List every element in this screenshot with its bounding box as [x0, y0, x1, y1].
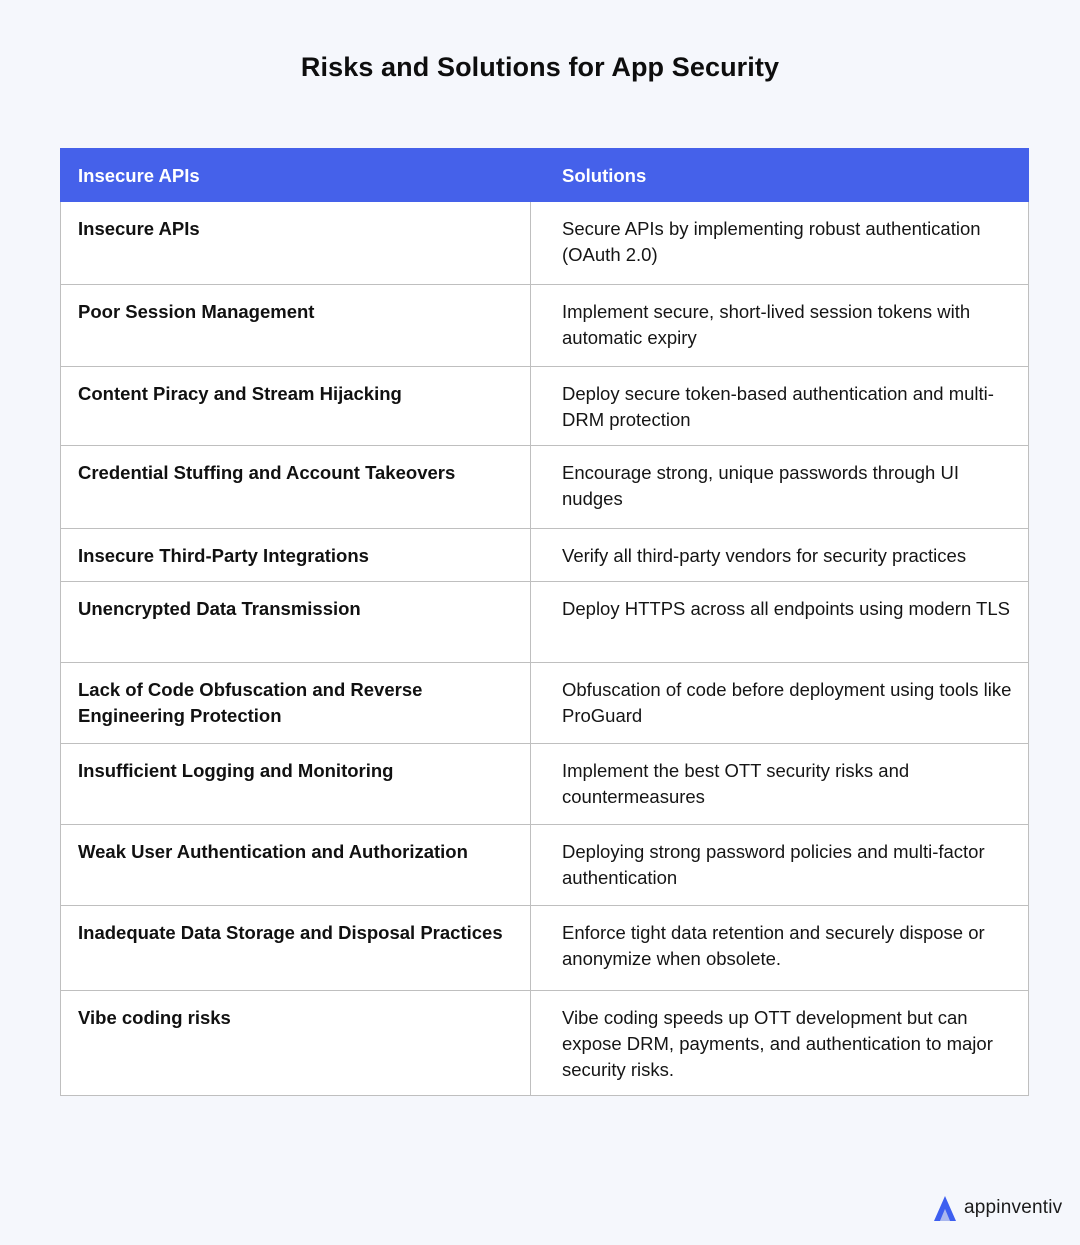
risk-cell: Content Piracy and Stream Hijacking — [61, 367, 531, 446]
risks-solutions-table — [60, 148, 1029, 1096]
risk-cell: Unencrypted Data Transmission — [61, 582, 531, 663]
table-row — [61, 367, 1029, 446]
table-row — [61, 663, 1029, 744]
risk-cell: Insufficient Logging and Monitoring — [61, 744, 531, 825]
table-row — [61, 202, 1029, 285]
solution-cell: Deploy HTTPS across all endpoints using modern TLS — [531, 582, 1029, 663]
solution-cell: Verify all third-party vendors for security practices — [531, 529, 1029, 582]
risk-cell: Weak User Authentication and Authorization — [61, 825, 531, 906]
solution-cell: Secure APIs by implementing robust authentication (OAuth 2.0) — [531, 202, 1029, 285]
page-title: Risks and Solutions for App Security — [300, 52, 780, 82]
risk-cell: Credential Stuffing and Account Takeovers — [61, 446, 531, 529]
table-row — [61, 529, 1029, 582]
risk-cell: Poor Session Management — [61, 285, 531, 367]
solution-cell: Enforce tight data retention and securely dispose or anonymize when obsolete. — [531, 906, 1029, 991]
table-row — [61, 582, 1029, 663]
header-row — [61, 149, 1029, 202]
header-risk: Insecure APIs — [61, 149, 531, 202]
solution-cell: Implement the best OTT security risks and countermeasures — [531, 744, 1029, 825]
table-row — [61, 991, 1029, 1096]
solution-cell: Deploying strong password policies and multi-factor authentication — [531, 825, 1029, 906]
header-solutions: Solutions — [531, 149, 1029, 202]
solution-cell: Obfuscation of code before deployment using tools like ProGuard — [531, 663, 1029, 744]
table-body — [61, 202, 1029, 1096]
table-row — [61, 446, 1029, 529]
risk-cell: Insecure APIs — [61, 202, 531, 285]
solution-cell: Deploy secure token-based authentication and multi-DRM protection — [531, 367, 1029, 446]
solution-cell: Implement secure, short-lived session tokens with automatic expiry — [531, 285, 1029, 367]
solution-cell: Encourage strong, unique passwords through UI nudges — [531, 446, 1029, 529]
risk-cell: Vibe coding risks — [61, 991, 531, 1096]
risk-cell: Insecure Third-Party Integrations — [61, 529, 531, 582]
table-row — [61, 285, 1029, 367]
table-row — [61, 906, 1029, 991]
table-row — [61, 825, 1029, 906]
brand-name: appinventiv — [964, 1197, 1063, 1218]
risk-cell: Lack of Code Obfuscation and Reverse Engineering Protection — [61, 663, 531, 744]
table-header — [61, 149, 1029, 202]
appinventiv-logo-icon — [932, 1193, 960, 1223]
risk-cell: Inadequate Data Storage and Disposal Practices — [61, 906, 531, 991]
solution-cell: Vibe coding speeds up OTT development but can expose DRM, payments, and authentication to major security risks. — [531, 991, 1029, 1096]
table-row — [61, 744, 1029, 825]
brand-logo — [932, 1192, 1062, 1224]
